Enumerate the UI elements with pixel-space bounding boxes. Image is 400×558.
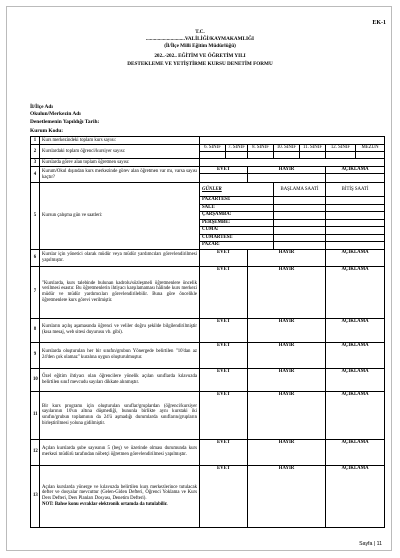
start-time-field[interactable]: [274, 212, 326, 220]
table-row: [31, 249, 385, 266]
start-time-field[interactable]: [274, 204, 326, 212]
schedule-start-header: BAŞLAMA SAATİ: [274, 183, 326, 197]
hayir-checkbox[interactable]: HAYIR: [248, 318, 326, 342]
day-label: ÇARŞAMBA:: [200, 212, 274, 220]
table-row: [31, 266, 385, 318]
table-row: [31, 465, 385, 527]
meta-tarih: Denetlemenin Yapıldığı Tarih:: [30, 119, 100, 125]
row-number: 6: [31, 249, 40, 266]
hayir-checkbox[interactable]: HAYIR: [248, 391, 326, 439]
evet-checkbox[interactable]: EVET: [200, 439, 248, 465]
hayir-checkbox[interactable]: HAYIR: [248, 249, 326, 266]
hayir-checkbox[interactable]: HAYIR: [248, 266, 326, 318]
evet-checkbox[interactable]: EVET: [200, 249, 248, 266]
aciklama-field[interactable]: [326, 174, 385, 183]
question-text: Kurum/Okul dışından kurs merkezinde görev alan öğretmen var mı, varsa sayısı kaçtır?: [40, 167, 200, 183]
grade-header: 12. SINIF: [326, 145, 356, 152]
end-time-field[interactable]: [326, 212, 385, 220]
grade-count-cell[interactable]: [326, 152, 356, 159]
day-label: PAZARTESİ:: [200, 197, 274, 205]
grade-count-cell[interactable]: [248, 152, 274, 159]
hayir-checkbox[interactable]: HAYIR: [248, 342, 326, 368]
start-time-field[interactable]: [274, 227, 326, 235]
question-cell: [40, 465, 200, 527]
row-number: 4: [31, 167, 40, 183]
table-row: [31, 167, 385, 174]
grade-count-cell[interactable]: [356, 152, 385, 159]
question-text: Kurslar için yönetici olarak müdür veya müdür yardımcıları görevlendirilmesi yapılmıştır.: [40, 249, 200, 266]
table-row: [31, 159, 385, 167]
question-text: Kurs merkezindeki toplam kurs sayısı:: [40, 137, 200, 145]
row-number: 1: [31, 137, 40, 145]
meta-kurum-kodu: Kurum Kodu:: [30, 128, 64, 134]
row-number: 11: [31, 391, 40, 439]
start-time-field[interactable]: [274, 219, 326, 227]
meta-okul: Okulun/Merkezin Adı: [30, 111, 81, 117]
row-number: 3: [31, 159, 40, 167]
inspection-table: [30, 136, 385, 528]
question-text: Açılan kurslarda şube sayısının 5 (beş) ve üzerinde olması durumunda kurs merkezi müdürü tarafından nöbetçi öğretmen görevlendirilmesi yapılmıştır.: [40, 439, 200, 465]
header-valilik: ..............................VALİLİĞİ/KAYMAKAMLIĞI: [145, 36, 255, 42]
question-text: "Kurslarda, kurs talebinde bulunan kadrolu/sözleşmeli öğretmenlere öncelik verilmesi esastır. Bu öğretmenlerin ihtiyacı karşılamaması hâlinde kurs merkezi müdür ve müdür yardımcıları görevlendirilebilir. Buna göre öncelikle öğretmenlere kurs görevi verilmiştir.: [40, 266, 200, 318]
end-time-field[interactable]: [326, 197, 385, 205]
row-number: 5: [31, 183, 40, 250]
question-text: Bir kurs programı için oluşturulan sınıflar/gruplardan (öğrenci/kursiyer sayılarının 10'un altına düşmediği, bununla birlikte aynı kurstaki iki sınıfın/grubun toplamının da 24'ü aşmadığı durumlarda sınıfların/grupların birleştirilmesi yoluna gidilmiştir.: [40, 391, 200, 439]
day-label: PERŞEMBE:: [200, 219, 274, 227]
table-row: [31, 439, 385, 465]
evet-checkbox[interactable]: EVET: [200, 391, 248, 439]
table-row: [31, 137, 385, 145]
schedule-days-header: GÜNLER: [200, 183, 274, 197]
day-label: PAZAR:: [200, 242, 274, 250]
table-row: [31, 183, 385, 197]
meta-il-ilce: İl/İlçe Adı: [30, 104, 53, 110]
row-number: 13: [31, 465, 40, 527]
grade-header: 6. SINIF: [200, 145, 226, 152]
grade-count-cell[interactable]: [226, 152, 248, 159]
start-time-field[interactable]: [274, 197, 326, 205]
form-title: DESTEKLEME VE YETİŞTİRME KURSU DENETİM FORMU: [127, 61, 273, 67]
hayir-checkbox[interactable]: HAYIR: [248, 465, 326, 527]
evet-checkbox[interactable]: EVET: [200, 342, 248, 368]
end-time-field[interactable]: [326, 242, 385, 250]
evet-checkbox[interactable]: EVET: [200, 368, 248, 391]
aciklama-field[interactable]: AÇIKLAMA: [326, 318, 385, 342]
row-number: 2: [31, 145, 40, 159]
end-time-field[interactable]: [326, 219, 385, 227]
question-text: Kursun çalışma gün ve saatleri:: [40, 183, 200, 250]
evet-checkbox[interactable]: EVET: [200, 318, 248, 342]
row-number: 9: [31, 342, 40, 368]
question-text: Kurslarda oluşturulan her bir sınıfın/grubun Yönergede belirtilen "10'dan az 24'den çok olamaz" kuralına uygun oluşturulmuştur.: [40, 342, 200, 368]
question-note: NOT: Bahse konu evraklar elektronik ortamda da tutulabilir.: [42, 501, 168, 507]
table-row: [31, 145, 385, 152]
question-text: Kurslardaki toplam öğrenci/kursiyer sayısı:: [40, 145, 200, 159]
row-number: 10: [31, 368, 40, 391]
hayir-checkbox[interactable]: HAYIR: [248, 368, 326, 391]
answer-cell[interactable]: [200, 159, 385, 167]
start-time-field[interactable]: [274, 234, 326, 242]
end-time-field[interactable]: [326, 227, 385, 235]
grade-count-cell[interactable]: [300, 152, 326, 159]
hayir-checkbox[interactable]: [248, 174, 326, 183]
aciklama-field[interactable]: AÇIKLAMA: [326, 368, 385, 391]
aciklama-field[interactable]: AÇIKLAMA: [326, 342, 385, 368]
aciklama-field[interactable]: AÇIKLAMA: [326, 266, 385, 318]
grade-header: 8. SINIF: [248, 145, 274, 152]
aciklama-field[interactable]: AÇIKLAMA: [326, 465, 385, 527]
question-text: Özel eğitim ihtiyacı olan öğrencilere yönelik açılan sınıflarda kılavuzda belirtilen sınıf mevcudu sayıları dikkate alınmıştır.: [40, 368, 200, 391]
grade-count-cell[interactable]: [274, 152, 300, 159]
start-time-field[interactable]: [274, 242, 326, 250]
annex-label: EK-1: [372, 20, 386, 26]
table-row: [31, 318, 385, 342]
day-label: CUMA:: [200, 227, 274, 235]
table-row: [31, 391, 385, 439]
evet-checkbox[interactable]: EVET: [200, 465, 248, 527]
table-row: [31, 368, 385, 391]
question-text: Kurslarda görev alan toplam öğretmen sayısı:: [40, 159, 200, 167]
table-row: [31, 342, 385, 368]
schedule-end-header: BİTİŞ SAATİ: [326, 183, 385, 197]
header-mudurluk: (İl/İlçe Milli Eğitim Müdürlüğü): [164, 43, 236, 49]
aciklama-field[interactable]: AÇIKLAMA: [326, 439, 385, 465]
question-text: Kursların açılış aşamasında öğrenci ve veliler doğru şekilde bilgilendirilmiştir (kısa mesaj, web sitesi duyurusu vb. gibi).: [40, 318, 200, 342]
aciklama-header: AÇIKLAMA: [326, 167, 385, 174]
grade-header: 10. SINIF: [274, 145, 300, 152]
evet-checkbox[interactable]: EVET: [200, 266, 248, 318]
grade-header: 11. SINIF: [300, 145, 326, 152]
header-year: 202..-202.. EĞİTİM VE ÖĞRETİM YILI: [154, 53, 246, 59]
question-text: Açılan kurslarda yönerge ve kılavuzda belirtilen kurs merkezlerince tutulacak defter ve dosyalar mevcuttur (Gelen-Giden Defteri, Öğrenci Yoklama ve Kurs Ders Defteri, Ders Planları Dosyası, Denetim Defteri).: [42, 484, 197, 501]
hayir-checkbox[interactable]: HAYIR: [248, 439, 326, 465]
row-number: 12: [31, 439, 40, 465]
answer-cell[interactable]: [200, 137, 385, 145]
evet-checkbox[interactable]: [200, 174, 248, 183]
evet-header: EVET: [200, 167, 248, 174]
grade-header: 7. SINIF: [226, 145, 248, 152]
end-time-field[interactable]: [326, 204, 385, 212]
page-number: Sayfa | 11: [359, 541, 382, 547]
end-time-field[interactable]: [326, 234, 385, 242]
hayir-header: HAYIR: [248, 167, 326, 174]
grade-header: MEZUN: [356, 145, 385, 152]
aciklama-field[interactable]: AÇIKLAMA: [326, 249, 385, 266]
header-tc: T.C.: [195, 29, 205, 35]
day-label: CUMARTESİ:: [200, 234, 274, 242]
day-label: SALI:: [200, 204, 274, 212]
grade-count-cell[interactable]: [200, 152, 226, 159]
row-number: 8: [31, 318, 40, 342]
aciklama-field[interactable]: AÇIKLAMA: [326, 391, 385, 439]
row-number: 7: [31, 266, 40, 318]
